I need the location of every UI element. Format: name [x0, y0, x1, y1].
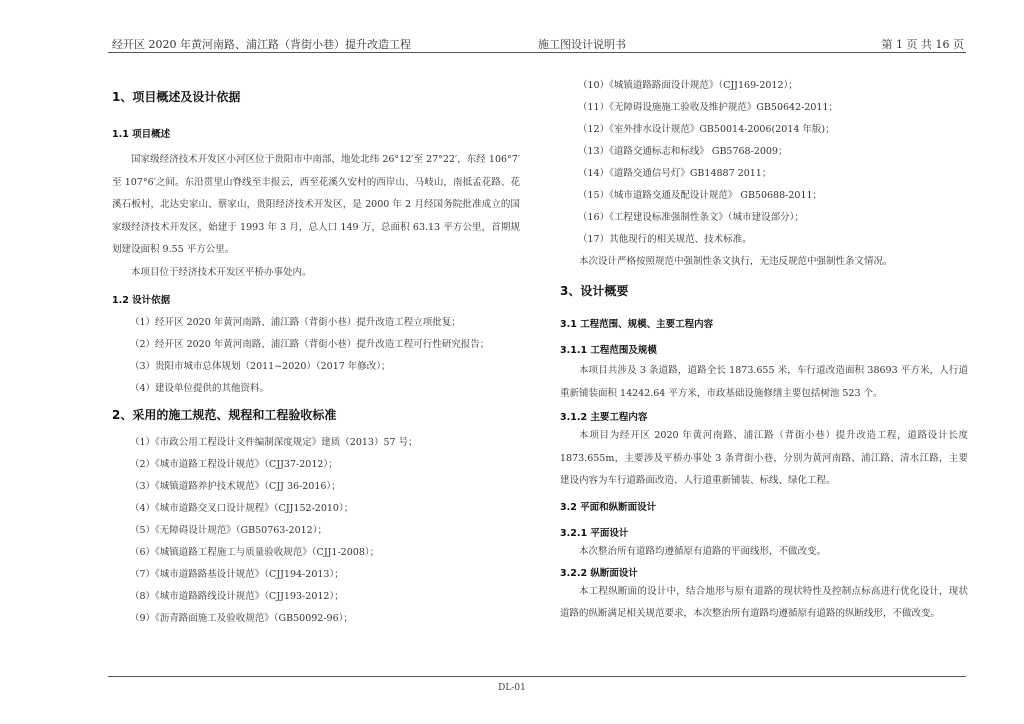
- design-basis-list: [112, 312, 520, 400]
- standards-list: [112, 432, 520, 630]
- footer-rule: [108, 676, 966, 677]
- section-3-1-2-title: 3.1.2 主要工程内容: [560, 412, 648, 423]
- section-3-2-1-title: 3.2.1 平面设计: [560, 527, 629, 539]
- list-item: （13）《道路交通标志和标线》 GB5768-2009；: [578, 146, 788, 157]
- list-item: （7）《城市道路路基设计规范》（CJJ194-2013）；: [130, 568, 344, 580]
- list-item: （3）贵阳市城市总体规划（2011~2020）（2017 年修改）；: [130, 360, 391, 372]
- list-item: （1）经开区 2020 年黄河南路、浦江路（背街小巷）提升改造工程立项批复；: [130, 316, 461, 328]
- header-project-title: 经开区 2020 年黄河南路、浦江路（背街小巷）提升改造工程: [112, 38, 411, 51]
- section-3-2-2-paragraph: 本工程纵断面的设计中，结合地形与原有道路的现状特性及控制点标高进行优化设计，现状道路的纵断满足相关规范要求，本次整治所有道路均遵循原有道路的纵断线形，不做改变。: [560, 585, 968, 619]
- section-3-1-1-title: 3.1.1 工程范围及规模: [560, 345, 657, 356]
- list-item: （11）《无障碍设施施工验收及维护规范》GB50642-2011；: [578, 102, 839, 113]
- list-item: （8）《城市道路路线设计规范》（CJJ193-2012）；: [130, 590, 344, 602]
- list-item: （2）《城市道路工程设计规范》（CJJ37-2012）；: [130, 458, 338, 470]
- standards-list-continued: [560, 75, 968, 251]
- header-rule: [108, 52, 966, 53]
- right-column: [560, 75, 968, 626]
- list-item: （5）《无障碍设计规范》（GB50763-2012）；: [130, 524, 327, 536]
- section-1-1-title: 1.1 项目概述: [112, 129, 171, 140]
- section-3-1-2-paragraph: 本项目为经开区 2020 年黄河南路、浦江路（背街小巷）提升改造工程，道路设计长度 1873.655m，主要涉及平桥办事处 3 条背街小巷，分别为黄河南路、浦江路、清水江路，主要建设内容为车行道路面改造、人行道重新铺装、标线、绿化工程。: [560, 430, 968, 486]
- section-2-title: 2、采用的施工规范、规程和工程验收标准: [112, 407, 337, 422]
- list-item: （17）其他现行的相关规范、技术标准。: [578, 234, 752, 245]
- section-1-title: 1、项目概述及设计依据: [112, 90, 241, 104]
- standards-note: 本次设计严格按照规范中强制性条文执行，无违反规范中强制性条文情况。: [579, 256, 893, 267]
- section-3-1-1-paragraph: 本项目共涉及 3 条道路，道路全长 1873.655 米，车行道改造面积 38693 平方米，人行道重新铺装面积 14242.64 平方米，市政基础设施修缮主要包括树池 523 个。: [560, 365, 968, 399]
- list-item: （1）《市政公用工程设计文件编制深度规定》建质（2013）57 号；: [130, 436, 418, 448]
- list-item: （12）《室外排水设计规范》GB50014-2006(2014 年版)；: [578, 124, 835, 135]
- list-item: （6）《城镇道路工程施工与质量验收规范》（CJJ1-2008）；: [130, 546, 380, 558]
- section-1-1-paragraph: 国家级经济技术开发区小河区位于贵阳市中南部，地处北纬 26°12′至 27°22′，东经 106°7′至 107°6′之间。东沿贯里山脊线至丰报云，西至花溪久安村的西岸山、马岐山，南抵孟花路、花溪石板村，北达史家山、蔡家山，贵阳经济技术开发区，是 2000 年 2 月经国务院批准成立的国家级经济技术开发区，始建于 1993 年 3 月，总人口 149 万，总面积 63.13 平方公里，首期规划建设面积 9.55 平方公里。: [112, 154, 520, 255]
- list-item: （9）《沥青路面施工及验收规范》（GB50092-96）；: [130, 612, 353, 624]
- list-item: （15）《城市道路交通及配设计规范》 GB50688-2011；: [578, 190, 823, 201]
- section-3-2-title: 3.2 平面和纵断面设计: [560, 501, 657, 513]
- list-item: （10）《城镇道路路面设计规范》（CJJ169-2012）；: [578, 80, 798, 91]
- section-3-2-2-title: 3.2.2 纵断面设计: [560, 567, 638, 579]
- list-item: （4）《城市道路交叉口设计规程》（CJJ152-2010）；: [130, 502, 354, 514]
- list-item: （4）建设单位提供的其他资料。: [130, 382, 270, 394]
- header-document-title: 施工图设计说明书: [538, 38, 626, 51]
- list-item: （2）经开区 2020 年黄河南路、浦江路（背街小巷）提升改造工程可行性研究报告；: [130, 338, 490, 350]
- section-3-title: 3、设计概要: [560, 284, 629, 298]
- left-column: [112, 84, 520, 630]
- section-3-2-1-paragraph: 本次整治所有道路均遵循原有道路的平面线形，不做改变。: [579, 545, 827, 557]
- section-1-1-location: 本项目位于经济技术开发区平桥办事处内。: [131, 266, 312, 278]
- footer-page-code: DL-01: [498, 683, 526, 693]
- list-item: （16）《工程建设标准强制性条文》（城市建设部分）；: [578, 212, 804, 223]
- section-3-1-title: 3.1 工程范围、规模、主要工程内容: [560, 319, 714, 330]
- list-item: （14）《道路交通信号灯》GB14887 2011；: [578, 168, 772, 179]
- list-item: （3）《城镇道路养护技术规范》（CJJ 36-2016）；: [130, 480, 341, 492]
- section-1-2-title: 1.2 设计依据: [112, 294, 171, 306]
- header-page-info: 第 1 页 共 16 页: [881, 38, 964, 51]
